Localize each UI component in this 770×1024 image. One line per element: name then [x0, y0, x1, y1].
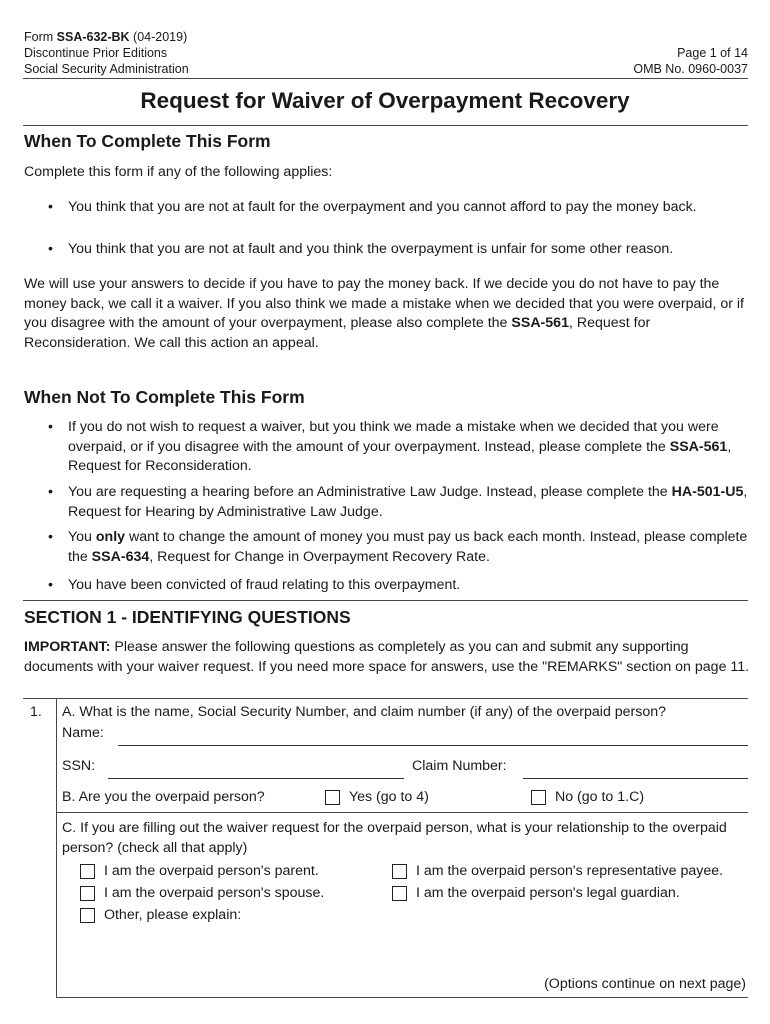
other-checkbox[interactable]	[80, 908, 95, 923]
bullet-icon: •	[48, 419, 53, 435]
yes-option	[325, 788, 429, 808]
form-date: (04-2019)	[129, 30, 188, 44]
parent-checkbox[interactable]	[80, 864, 95, 879]
form-prefix: Form	[24, 30, 57, 44]
question-1b: B. Are you the overpaid person?	[62, 789, 265, 805]
form-number: SSA-632-BK	[56, 30, 130, 44]
title-rule	[23, 125, 748, 126]
other-label: Other, please explain:	[103, 907, 242, 923]
form-id-line	[24, 29, 187, 45]
when-intro: Complete this form if any of the following applies:	[24, 164, 333, 180]
question-column-divider	[56, 698, 57, 998]
question-1c: C. If you are filling out the waiver request for the overpaid person, what is your relationship to the overpaid person? (check all that apply)	[62, 820, 727, 856]
form-title: Request for Waiver of Overpayment Recovery	[140, 88, 630, 113]
section1-heading: SECTION 1 - IDENTIFYING QUESTIONS	[24, 607, 351, 627]
question-number: 1.	[30, 704, 42, 720]
bullet-text: You have been convicted of fraud relating to this overpayment.	[68, 577, 461, 593]
bullet-text: If you do not wish to request a waiver, but you think we made a mistake when we decided that you were overpaid, or if you disagree with the amount of your overpayment. Instead, please complete the SSA-561, Request for Reconsideration.	[68, 419, 732, 474]
payee-checkbox[interactable]	[392, 864, 407, 879]
bullet-icon: •	[48, 484, 53, 500]
ssn-field[interactable]	[108, 778, 404, 779]
bullet-text: You think that you are not at fault for the overpayment and you cannot afford to pay the money back.	[68, 199, 697, 215]
no-label: No (go to 1.C)	[554, 789, 645, 805]
option-other	[80, 906, 241, 926]
when-not-heading: When Not To Complete This Form	[24, 387, 305, 407]
question-top-rule	[23, 698, 748, 699]
guardian-checkbox[interactable]	[392, 886, 407, 901]
yes-checkbox[interactable]	[325, 790, 340, 805]
bullet-text: You think that you are not at fault and you think the overpayment is unfair for some other reason.	[68, 241, 674, 257]
omb-number: OMB No. 0960-0037	[633, 62, 748, 76]
bullet-icon: •	[48, 529, 53, 545]
waiver-explanation-tail: , Request for Reconsideration. We call this action an appeal.	[24, 315, 651, 351]
no-option	[531, 788, 644, 808]
when-heading: When To Complete This Form	[24, 131, 271, 151]
question-1a: A. What is the name, Social Security Number, and claim number (if any) of the overpaid person?	[62, 704, 667, 720]
parent-label: I am the overpaid person's parent.	[103, 863, 319, 879]
option-guardian	[392, 884, 680, 904]
no-checkbox[interactable]	[531, 790, 546, 805]
bullet-icon: •	[48, 577, 53, 593]
name-label: Name:	[62, 725, 104, 741]
ssa-561-ref: SSA-561	[511, 315, 569, 331]
bullet-icon: •	[48, 241, 53, 257]
important-label: IMPORTANT:	[24, 639, 111, 655]
guardian-label: I am the overpaid person's legal guardian.	[415, 885, 680, 901]
spouse-label: I am the overpaid person's spouse.	[103, 885, 325, 901]
agency-name: Social Security Administration	[24, 62, 189, 76]
continue-note: (Options continue on next page)	[544, 976, 746, 992]
option-parent	[80, 862, 319, 882]
page-number: Page 1 of 14	[677, 46, 748, 60]
important-text: Please answer the following questions as completely as you can and submit any supporting documents with your waiver request. If you need more space for answers, use the "REMARKS" section on page 11.	[24, 639, 750, 675]
header-rule	[23, 78, 748, 79]
bullet-text: You are requesting a hearing before an Administrative Law Judge. Instead, please complete the HA-501-U5, Request for Hearing by Administrative Law Judge.	[68, 484, 748, 520]
name-field[interactable]	[118, 745, 748, 746]
waiver-explanation	[24, 275, 750, 353]
waiver-explanation-text: We will use your answers to decide if you have to pay the money back. If we decide you do not have to pay the money back, we call it a waiver. If you also think we made a mistake when we decided that you were overpaid, or if you disagree with the amount of your overpayment, please also complete the	[24, 276, 744, 331]
ssn-label: SSN:	[62, 758, 96, 774]
section-rule	[23, 600, 748, 601]
question-1c-rule	[56, 812, 748, 813]
claim-number-field[interactable]	[523, 778, 748, 779]
spouse-checkbox[interactable]	[80, 886, 95, 901]
claim-number-label: Claim Number:	[412, 758, 507, 774]
bullet-text: You only want to change the amount of money you must pay us back each month. Instead, please complete the SSA-634, Request for Change in Overpayment Recovery Rate.	[68, 529, 748, 565]
discontinue-note: Discontinue Prior Editions	[24, 46, 168, 60]
payee-label: I am the overpaid person's representative payee.	[415, 863, 724, 879]
question-bottom-rule	[56, 997, 748, 998]
bullet-icon: •	[48, 199, 53, 215]
option-payee	[392, 862, 723, 882]
important-note	[24, 638, 750, 677]
option-spouse	[80, 884, 324, 904]
yes-label: Yes (go to 4)	[348, 789, 429, 805]
